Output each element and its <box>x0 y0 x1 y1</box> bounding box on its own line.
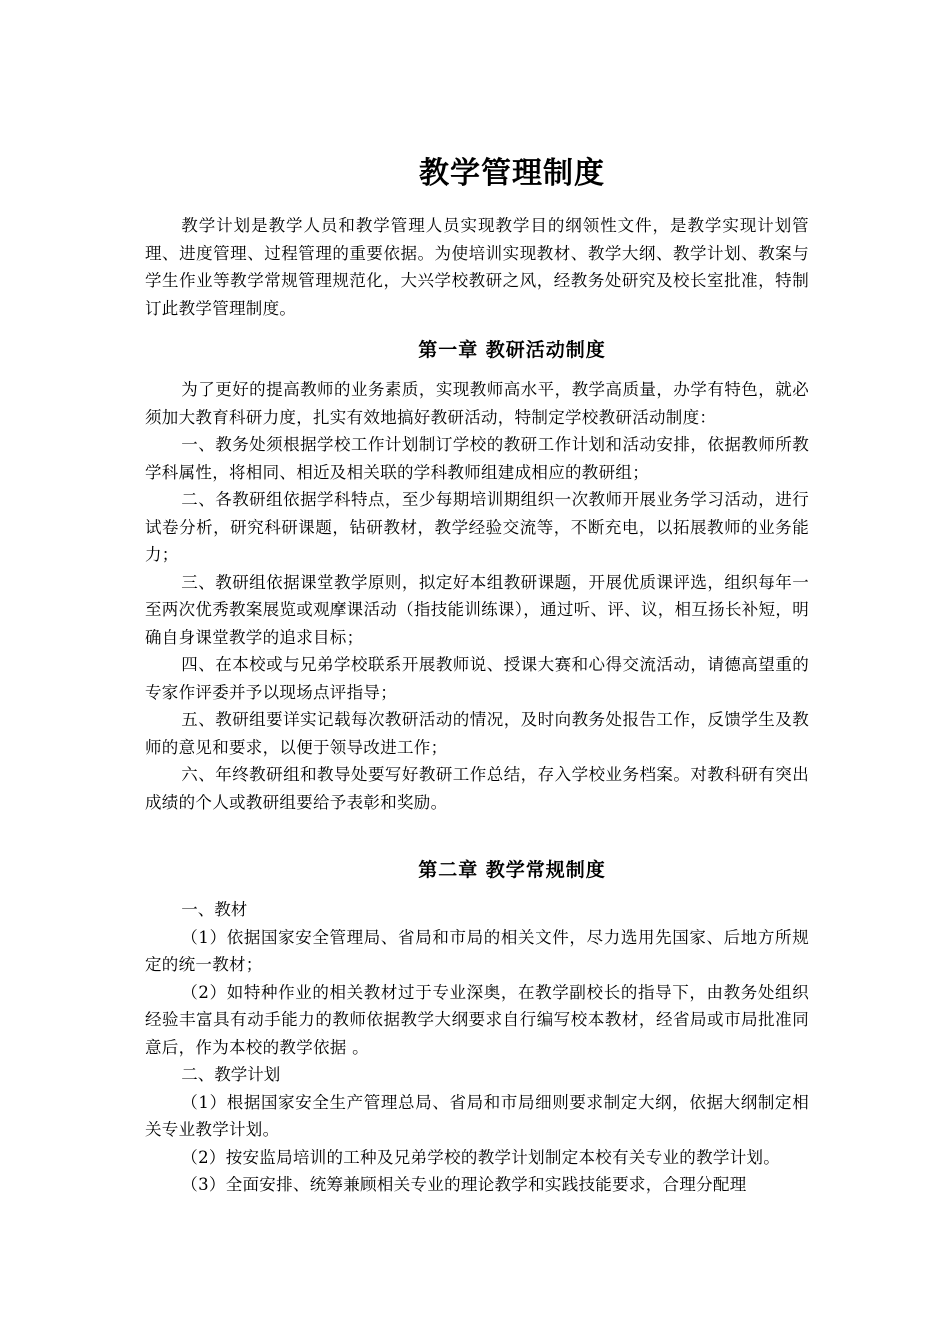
section-heading-teaching-plan: 二、教学计划 <box>181 1065 281 1084</box>
chapter-1-paragraph: 五、教研组要详实记载每次教研活动的情况，及时向教务处报告工作，反馈学生及教师的意见和要求，以便于领导改进工作； <box>145 710 809 757</box>
section-paragraph: （1）根据国家安全生产管理总局、省局和市局细则要求制定大纲，依据大纲制定相关专业教学计划。 <box>145 1092 809 1139</box>
section-paragraph: （2）如特种作业的相关教材过于专业深奥，在教学副校长的指导下，由教务处组织经验丰富具有动手能力的教师依据教学大纲要求自行编写校本教材，经省局或市局批准同意后，作为本校的教学依据 。 <box>145 982 809 1057</box>
chapter-1-paragraph: 为了更好的提高教师的业务素质，实现教师高水平，教学高质量，办学有特色，就必须加大教育科研力度，扎实有效地搞好教研活动，特制定学校教研活动制度： <box>145 380 809 427</box>
section-paragraph: （2）按安监局培训的工种及兄弟学校的教学计划制定本校有关专业的教学计划。 <box>181 1147 781 1167</box>
document-title: 教学管理制度 <box>419 156 605 191</box>
section-heading-textbooks: 一、教材 <box>181 900 248 919</box>
document-page <box>145 150 809 1199</box>
chapter-1-paragraph: 四、在本校或与兄弟学校联系开展教师说、授课大赛和心得交流活动，请德高望重的专家作评委并予以现场点评指导； <box>145 655 809 702</box>
chapter-1-paragraph: 一、教务处须根据学校工作计划制订学校的教研工作计划和活动安排，依据教师所教学科属性，将相同、相近及相关联的学科教师组建成相应的教研组； <box>145 435 809 482</box>
section-paragraph: （3）全面安排、统筹兼顾相关专业的理论教学和实践技能要求，合理分配理 <box>181 1175 747 1194</box>
section-paragraph: （1）依据国家安全管理局、省局和市局的相关文件，尽力选用先国家、后地方所规定的统一教材； <box>145 927 809 974</box>
chapter-1-paragraph: 六、年终教研组和教导处要写好教研工作总结，存入学校业务档案。对教科研有突出成绩的个人或教研组要给予表彰和奖励。 <box>145 765 809 812</box>
chapter-1-paragraph: 二、各教研组依据学科特点，至少每期培训期组织一次教师开展业务学习活动，进行试卷分析，研究科研课题，钻研教材，教学经验交流等，不断充电，以拓展教师的业务能力； <box>145 490 809 564</box>
chapter-1-heading: 第一章 教研活动制度 <box>418 339 606 361</box>
intro-paragraph: 教学计划是教学人员和教学管理人员实现教学目的纲领性文件，是教学实现计划管理、进度管理、过程管理的重要依据。为使培训实现教材、教学大纲、教学计划、教案与学生作业等教学常规管理规范化，大兴学校教研之风，经教务处研究及校长室批准，特制订此教学管理制度。 <box>145 216 809 318</box>
chapter-1-paragraph: 三、教研组依据课堂教学原则，拟定好本组教研课题，开展优质课评选，组织每年一至两次优秀教案展览或观摩课活动（指技能训练课），通过听、评、议，相互扬长补短，明确自身课堂教学的追求目标； <box>145 572 809 647</box>
chapter-2-heading: 第二章 教学常规制度 <box>418 859 606 881</box>
